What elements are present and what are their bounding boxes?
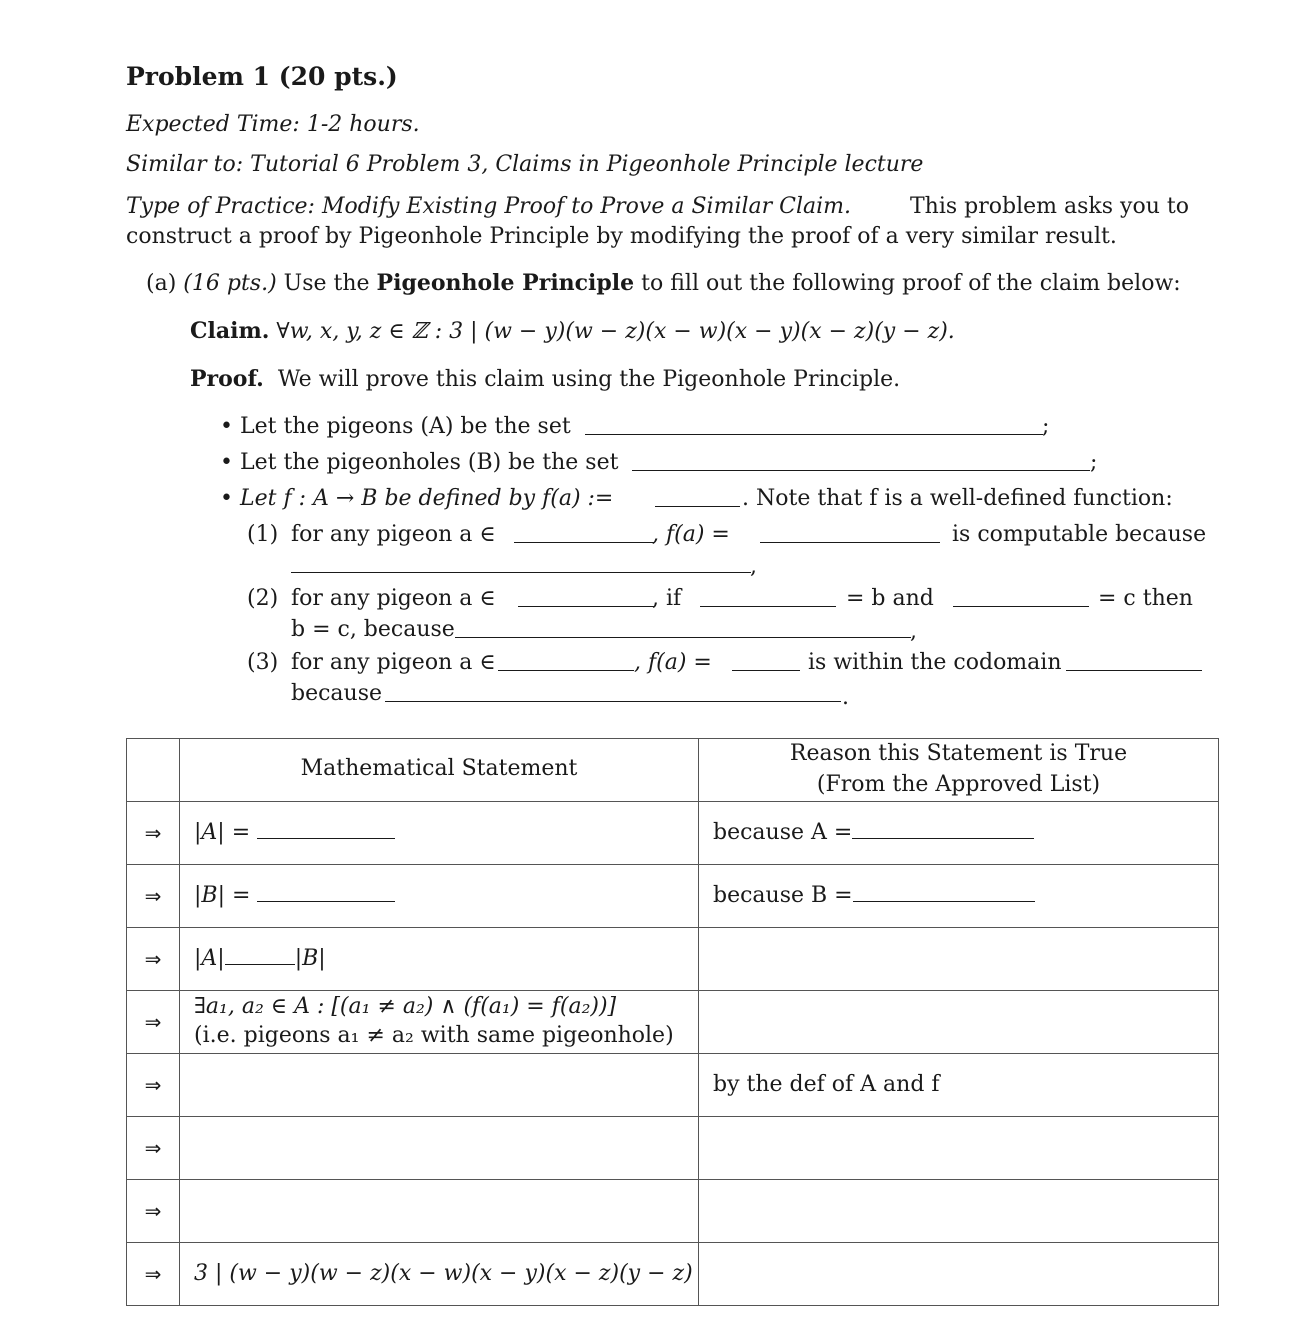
table-row [127, 1242, 1219, 1305]
table-row [127, 1053, 1219, 1116]
reason-cell[interactable] [699, 927, 1219, 990]
proof-line [190, 368, 900, 391]
reason-cell[interactable] [699, 1116, 1219, 1179]
table-header-row [127, 739, 1219, 802]
problem-title: Problem 1 (20 pts.) [126, 62, 398, 91]
part-a-intro [146, 272, 1181, 295]
part-a-text-pre: Use the [283, 271, 370, 296]
item2-num: (2) [247, 586, 279, 611]
row2-reason-blank[interactable] [853, 884, 1035, 902]
proof-text: We will prove this claim using the Pigeonhole Principle. [277, 367, 901, 392]
part-a-points: (16 pts.) [183, 271, 277, 296]
row3-statement-a: |A| [194, 946, 225, 972]
item3-codomain-blank[interactable] [1066, 670, 1202, 671]
row2-reason: because B = [713, 883, 853, 909]
practice-type: Type of Practice: Modify Existing Proof to Prove a Similar Claim. [126, 194, 852, 219]
item1-text-c: is computable because [952, 522, 1207, 547]
item2-text-c: = b and [846, 586, 934, 611]
item1-num: (1) [247, 522, 279, 547]
header-arrow-cell [127, 739, 180, 802]
implies-arrow: ⇒ [127, 927, 180, 990]
part-a-text-post: to fill out the following proof of the claim below: [641, 271, 1181, 296]
item2-domain-blank[interactable] [518, 606, 654, 607]
reason-cell[interactable] [699, 990, 1219, 1053]
item3-text-b: , f(a) = [634, 650, 712, 675]
reason-cell[interactable] [699, 801, 1219, 864]
pigeons-blank[interactable] [585, 434, 1043, 435]
pigeonholes-blank[interactable] [632, 470, 1090, 471]
item2-reason-blank[interactable] [455, 637, 911, 638]
row1-reason-blank[interactable] [852, 821, 1034, 839]
row3-relation-blank[interactable] [225, 947, 295, 965]
part-a-label: (a) [146, 271, 177, 296]
item1-domain-blank[interactable] [514, 542, 654, 543]
item3-value-blank[interactable] [732, 670, 800, 671]
item2-text-a: for any pigeon a ∈ [291, 586, 496, 611]
item1-text-b: , f(a) = [652, 522, 730, 547]
item3-text-a: for any pigeon a ∈ [291, 650, 496, 675]
claim-text: ∀w, x, y, z ∈ ℤ : 3 | (w − y)(w − z)(x − w)(x − y)(x − z)(y − z). [276, 319, 955, 344]
expected-time: Expected Time: 1-2 hours. [126, 112, 420, 137]
item2-text-d: = c then [1098, 586, 1193, 611]
statement-cell[interactable] [180, 927, 699, 990]
implies-arrow: ⇒ [127, 801, 180, 864]
item1-reason-blank[interactable] [291, 572, 751, 573]
item1-value-blank[interactable] [760, 542, 940, 543]
statement-cell[interactable] [180, 1116, 699, 1179]
statement-cell[interactable] [180, 1179, 699, 1242]
part-a-bold-term: Pigeonhole Principle [376, 270, 635, 296]
table-row [127, 801, 1219, 864]
row1-statement-blank[interactable] [257, 821, 395, 839]
statement-cell[interactable] [180, 990, 699, 1053]
practice-desc-2: construct a proof by Pigeonhole Principle by modifying the proof of a very similar result. [126, 224, 1117, 249]
header-reason [699, 739, 1219, 802]
statement-cell[interactable] [180, 1053, 699, 1116]
statement-cell[interactable] [180, 864, 699, 927]
proof-label: Proof. [190, 366, 264, 392]
bullet-function-note: . Note that f is a well-defined function: [742, 486, 1173, 511]
implies-arrow: ⇒ [127, 864, 180, 927]
table-row [127, 1116, 1219, 1179]
item3-period: . [842, 685, 849, 710]
reason-cell[interactable]: by the def of A and f [699, 1053, 1219, 1116]
row4-statement-1: ∃a₁, a₂ ∈ A : [(a₁ ≠ a₂) ∧ (f(a₁) = f(a₂))] [194, 994, 617, 1019]
implies-arrow: ⇒ [127, 1116, 180, 1179]
similar-to: Similar to: Tutorial 6 Problem 3, Claims in Pigeonhole Principle lecture [126, 152, 924, 177]
header-reason-1: Reason this Statement is True [789, 741, 1128, 766]
row3-statement-b: |B| [294, 946, 326, 972]
bullet-pigeonholes: • Let the pigeonholes (B) be the set [220, 450, 619, 475]
item2-fa-blank[interactable] [700, 606, 836, 607]
bullet-function: • Let f : A → B be defined by f(a) := [220, 486, 614, 511]
row4-statement-2: (i.e. pigeons a₁ ≠ a₂ with same pigeonhole) [194, 1022, 674, 1048]
implies-arrow: ⇒ [127, 1053, 180, 1116]
row2-statement: |B| = [194, 883, 251, 909]
item2-comma: , [910, 619, 917, 644]
table-row [127, 927, 1219, 990]
implies-arrow: ⇒ [127, 990, 180, 1053]
implies-arrow: ⇒ [127, 1242, 180, 1305]
implies-arrow: ⇒ [127, 1179, 180, 1242]
header-statement: Mathematical Statement [180, 739, 699, 802]
table-row [127, 1179, 1219, 1242]
practice-desc-1: This problem asks you to [910, 194, 1189, 219]
item3-reason-blank[interactable] [385, 701, 841, 702]
item1-text-a: for any pigeon a ∈ [291, 522, 496, 547]
item2-text-b: , if [652, 586, 682, 611]
header-reason-2: (From the Approved List) [816, 771, 1101, 797]
practice-type-line [126, 196, 851, 218]
item3-text-d: because [291, 681, 383, 706]
claim-line [190, 320, 955, 343]
item2-fa2-blank[interactable] [953, 606, 1089, 607]
item2-text-e: b = c, because [291, 617, 455, 642]
semicolon-1: ; [1042, 414, 1050, 439]
function-def-blank[interactable] [655, 506, 740, 507]
proof-table [126, 738, 1219, 1306]
item3-text-c: is within the codomain [808, 650, 1062, 675]
bullet-pigeonholes-text: Let the pigeonholes (B) be the set [239, 450, 619, 475]
row1-statement: |A| = [194, 820, 251, 846]
reason-cell[interactable] [699, 864, 1219, 927]
item3-num: (3) [247, 650, 279, 675]
table-row [127, 990, 1219, 1053]
row2-statement-blank[interactable] [257, 884, 395, 902]
semicolon-2: ; [1090, 450, 1098, 475]
bullet-function-text: Let f : A → B be defined by f(a) := [239, 486, 614, 511]
item3-domain-blank[interactable] [498, 670, 634, 671]
bullet-pigeons: • Let the pigeons (A) be the set [220, 414, 571, 439]
statement-cell[interactable]: 3 | (w − y)(w − z)(x − w)(x − y)(x − z)(y − z) [180, 1242, 699, 1305]
statement-cell[interactable] [180, 801, 699, 864]
reason-cell[interactable] [699, 1179, 1219, 1242]
table-row [127, 864, 1219, 927]
bullet-pigeons-text: Let the pigeons (A) be the set [239, 414, 571, 439]
claim-label: Claim. [190, 318, 270, 344]
item1-comma: , [750, 554, 757, 579]
row1-reason: because A = [713, 820, 853, 846]
reason-cell[interactable] [699, 1242, 1219, 1305]
